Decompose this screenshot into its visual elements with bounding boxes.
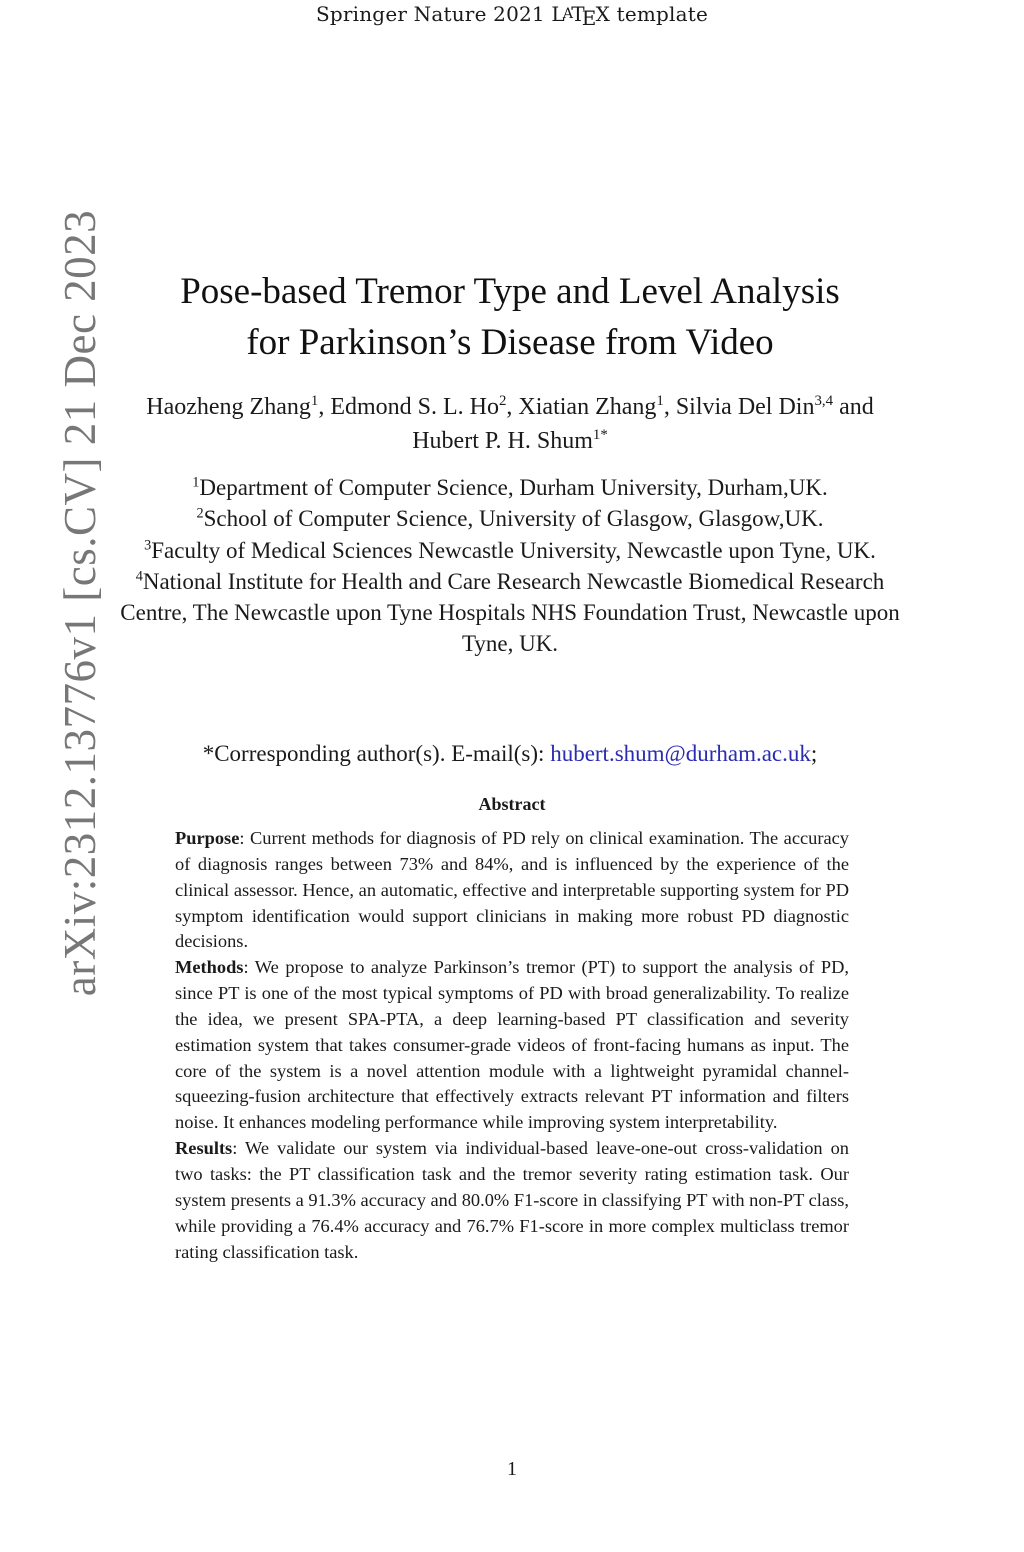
corresponding-label: *Corresponding author(s). E-mail(s):	[202, 741, 551, 766]
affiliation-item	[110, 503, 910, 534]
corresponding-author: *Corresponding author(s). E-mail(s): hubert.shum@durham.ac.uk;	[202, 741, 818, 766]
abstract-results: Results: We validate our system via individual-based leave-one-out cross-validation on two tasks: the PT classification task and the tremor severity rating estimation task. Our system presents a 91.3% accuracy and 80.0% F1-score in classifying PT with non-PT class, while providing a 76.4% accuracy and 76.7% F1-score in more complex multiclass tremor rating classification task.	[175, 1138, 849, 1262]
affiliation-number: 2	[196, 505, 204, 522]
affiliation-number: 3	[144, 536, 152, 553]
affiliation-number: 4	[135, 568, 143, 585]
latex-logo: LATEX	[551, 2, 611, 30]
running-header	[0, 2, 1024, 30]
author-name: Hubert P. H. Shum	[412, 428, 593, 454]
author-name: Xiatian Zhang	[518, 394, 657, 420]
affiliation-item	[110, 535, 910, 566]
abstract-methods: Methods: We propose to analyze Parkinson’s tremor (PT) to support the analysis of PD, since PT is one of the most typical symptoms of PD with broad generalizability. To realize the idea, we present SPA-PTA, a deep learning-based PT classification and severity estimation system that takes consumer-grade videos of front-facing humans as input. The core of the system is a novel attention module with a lightweight pyramidal channel-squeezing-fusion architecture that effectively extracts relevant PT information and filters noise. It enhances modeling performance while improving system interpretability.	[175, 957, 849, 1133]
author-affiliation-marker: 1*	[592, 427, 608, 443]
affiliation-item	[110, 472, 910, 503]
affiliation-number: 1	[192, 474, 200, 491]
email-link[interactable]: hubert.shum@durham.ac.uk	[550, 741, 811, 766]
affiliation-text: Department of Computer Science, Durham University, Durham,UK.	[199, 475, 828, 500]
title-line-1: Pose-based Tremor Type and Level Analysis	[180, 271, 840, 312]
arxiv-id-text: arXiv:2312.13776v1 [cs.CV] 21 Dec 2023	[55, 209, 105, 996]
page-number: 1	[507, 1458, 517, 1480]
author-affiliation-marker: 1	[656, 393, 664, 409]
affiliation-list	[110, 472, 910, 660]
author-affiliation-marker: 2	[498, 393, 507, 409]
author-affiliation-marker: 3,4	[814, 393, 834, 409]
header-prefix: Springer Nature 2021	[315, 2, 552, 26]
abstract-heading: Abstract	[478, 794, 546, 814]
affiliation-text: National Institute for Health and Care Research Newcastle Biomedical Research Centre, The Newcastle upon Tyne Hospitals NHS Foundation Trust, Newcastle upon Tyne, UK.	[120, 568, 900, 657]
author-name: Haozheng Zhang	[146, 394, 311, 420]
paper-title	[110, 266, 910, 368]
affiliation-text: School of Computer Science, University of Glasgow, Glasgow,UK.	[203, 506, 824, 532]
abstract-body	[175, 826, 849, 1265]
author-name: Edmond S. L. Ho	[330, 394, 499, 420]
title-line-2: for Parkinson’s Disease from Video	[246, 322, 774, 363]
affiliation-item	[110, 566, 910, 660]
header-suffix: template	[610, 2, 709, 26]
abstract-purpose: Purpose: Current methods for diagnosis of PD rely on clinical examination. The accuracy of diagnosis ranges between 73% and 84%, and is influenced by the experience of the clinical assessor. Hence, an automatic, effective and interpretable supporting system for PD symptom identification would support clinicians in making more robust PD diagnostic decisions.	[175, 828, 849, 952]
author-list: Haozheng Zhang$^1$, Edmond S. L. Ho$^2$, Xiatian Zhang$^1$, Silvia Del Din$^{3,4}$ and Hubert P. H. Shum$^{1*}$	[146, 393, 874, 454]
author-name: Silvia Del Din	[675, 394, 815, 420]
author-affiliation-marker: 1	[310, 393, 319, 409]
affiliation-text: Faculty of Medical Sciences Newcastle University, Newcastle upon Tyne, UK.	[151, 537, 876, 563]
